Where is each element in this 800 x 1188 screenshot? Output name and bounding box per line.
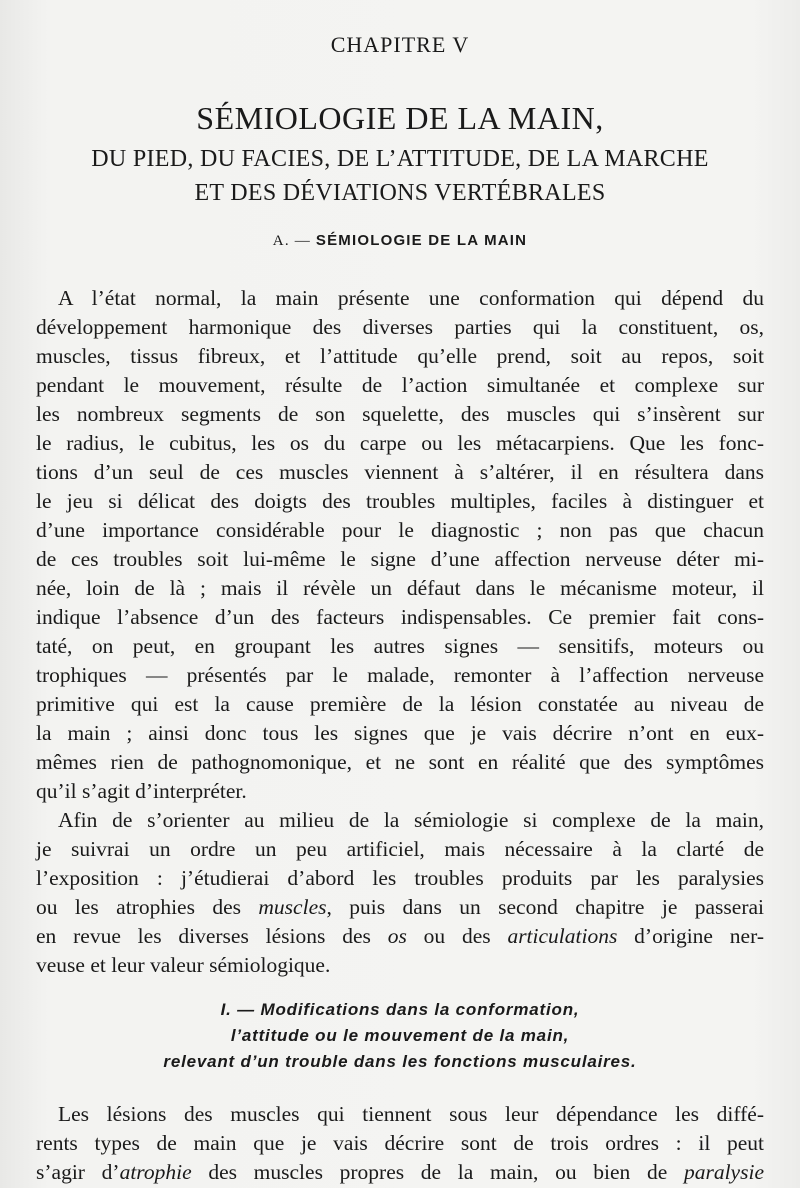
paragraph-1-line: A l’état normal, la main présente une conformation qui dépend du [58, 286, 764, 310]
text-run: s’agir d’ [36, 1160, 120, 1184]
paragraph-1-line: taté, on peut, en groupant les autres signes — sensitifs, moteurs ou [36, 634, 764, 658]
paragraph-1-line: mêmes rien de pathognomonique, et ne sont en réalité que des symptômes [36, 750, 764, 774]
paragraph-1-line: primitive qui est la cause première de la lésion constatée au niveau de [36, 692, 764, 716]
paragraph-1-line: pendant le mouvement, résulte de l’action simultanée et complexe sur [36, 373, 764, 397]
paragraph-2-line [36, 922, 764, 951]
emphasis-paralysie: paralysie [683, 1160, 764, 1184]
section-letter: A. — [272, 233, 316, 249]
paragraph-2-line: je suivrai un ordre un peu artificiel, mais nécessaire à la clarté de [36, 837, 764, 861]
paragraph-2-line: l’exposition : j’étudierai d’abord les troubles produits par les paralysies [36, 866, 764, 890]
section-title: SÉMIOLOGIE DE LA MAIN [315, 232, 528, 249]
paragraph-1-line: les nombreux segments de son squelette, des muscles qui s’insèrent sur [36, 402, 764, 426]
paragraph-3-line: Les lésions des muscles qui tiennent sous leur dépendance les diffé- [58, 1102, 764, 1126]
text-run: , puis dans un second chapitre je passerai [326, 895, 765, 919]
paragraph-1-line: indique l’absence d’un des facteurs indispensables. Ce premier fait cons- [36, 605, 764, 629]
paragraph-1-line: le radius, le cubitus, les os du carpe ou les métacarpiens. Que les fonc- [36, 431, 764, 455]
emphasis-os: os [387, 924, 407, 948]
chapter-subtitle-line-2: ET DES DÉVIATIONS VERTÉBRALES [194, 180, 606, 206]
paragraph-3-line [36, 1158, 764, 1187]
text-run: ou des [406, 924, 508, 948]
subsection-heading-line-1: I. — Modifications dans la conformation, [220, 1000, 580, 1019]
paragraph-1-line: qu’il s’agit d’interpréter. [36, 779, 247, 803]
text-run: en revue les diverses lésions des [36, 924, 388, 948]
paragraph-1-line: d’une importance considérable pour le diagnostic ; non pas que chacun [36, 518, 764, 542]
paragraph-1-line: le jeu si délicat des doigts des troubles multiples, faciles à distinguer et [36, 489, 764, 513]
subsection-heading-line-3: relevant d’un trouble dans les fonctions musculaires. [163, 1052, 637, 1071]
emphasis-atrophie: atrophie [119, 1160, 192, 1184]
paragraph-2-line: Afin de s’orienter au milieu de la sémiologie si complexe de la main, [58, 808, 764, 832]
paragraph-3-line: rents types de main que je vais décrire sont de trois ordres : il peut [36, 1131, 764, 1155]
text-run: des muscles propres de la main, ou bien de [191, 1160, 684, 1184]
chapter-heading: CHAPITRE V [330, 32, 470, 57]
paragraph-2-line [36, 893, 764, 922]
emphasis-muscles: muscles [258, 895, 327, 919]
paragraph-1-line: muscles, tissus fibreux, et l’attitude qu’elle prend, soit au repos, soit [36, 344, 764, 368]
paragraph-1-line: développement harmonique des diverses parties qui la constituent, os, [36, 315, 764, 339]
chapter-title: SÉMIOLOGIE DE LA MAIN, [196, 100, 604, 136]
text-run: d’origine ner- [617, 924, 764, 948]
paragraph-1-line: tions d’un seul de ces muscles viennent à s’altérer, il en résultera dans [36, 460, 764, 484]
chapter-subtitle-line-1: DU PIED, DU FACIES, DE L’ATTITUDE, DE LA MARCHE [91, 146, 709, 172]
text-run: ou les atrophies des [36, 895, 259, 919]
paragraph-1-line: trophiques — présentés par le malade, remonter à l’affection nerveuse [36, 663, 764, 687]
paragraph-1-line: la main ; ainsi donc tous les signes que je vais décrire n’ont en eux- [36, 721, 764, 745]
paragraph-1-line: née, loin de là ; mais il révèle un défaut dans le mécanisme moteur, il [36, 576, 764, 600]
subsection-heading-line-2: l’attitude ou le mouvement de la main, [230, 1026, 570, 1045]
paragraph-2-line: veuse et leur valeur sémiologique. [36, 953, 331, 977]
section-heading [0, 232, 800, 250]
paragraph-1-line: de ces troubles soit lui-même le signe d’une affection nerveuse déter mi- [36, 547, 764, 571]
emphasis-articulations: articulations [507, 924, 618, 948]
